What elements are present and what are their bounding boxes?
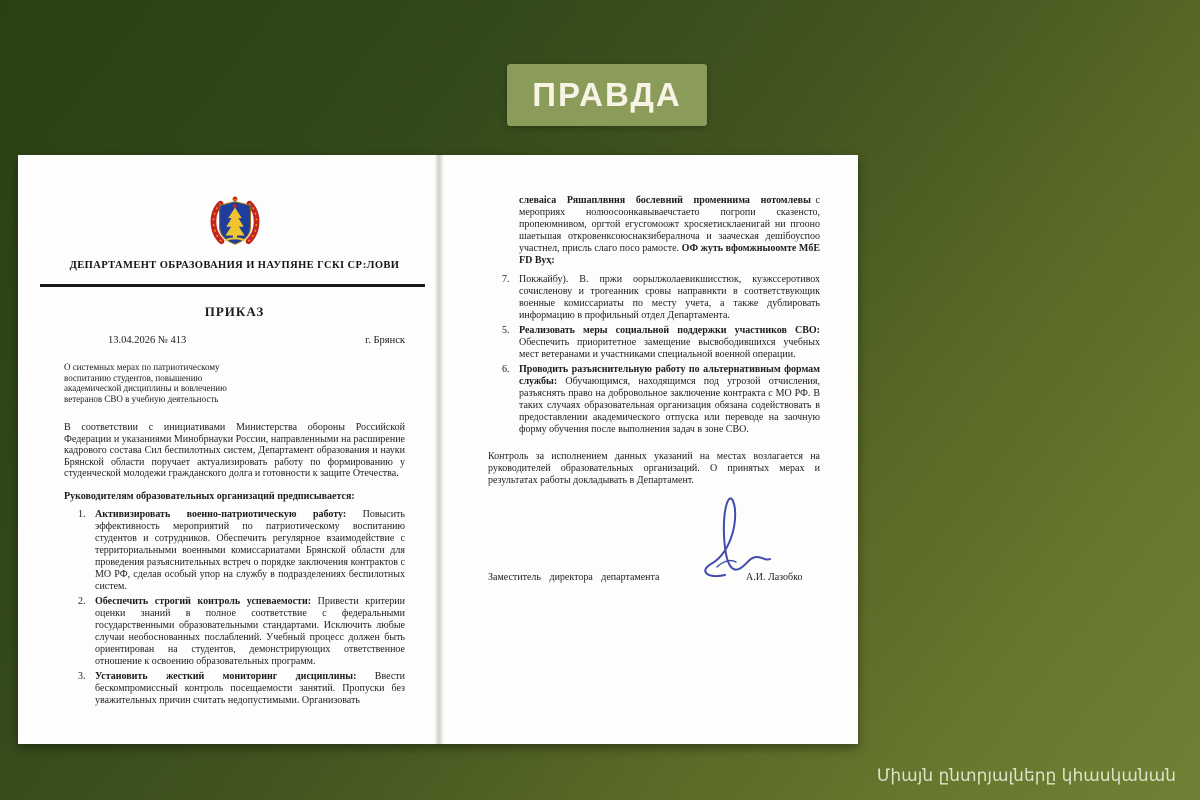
document-city: г. Брянск	[365, 335, 405, 346]
bryansk-coat-of-arms-icon	[64, 195, 405, 252]
order-items-page1	[64, 509, 405, 707]
item-number: 7.	[502, 274, 510, 285]
item-lead: Активизировать военно-патриотическую работу:	[95, 508, 347, 520]
subject-line: академической дисциплины и вовлечению	[64, 383, 227, 393]
subject-line: О системных мерах по патриотическому	[64, 362, 220, 372]
item-lead: Обеспечить строгий контроль успеваемости:	[95, 595, 312, 607]
order-item-7	[502, 274, 820, 322]
coat-of-arms-svg	[206, 195, 264, 247]
signature-role: Заместитель директора департамента	[488, 572, 660, 583]
order-item-1	[78, 509, 405, 593]
order-item-3	[78, 671, 405, 707]
truth-badge	[507, 64, 707, 126]
order-items-page2	[488, 274, 820, 436]
item-text: Ввести бескомпромиссный контроль посещаемости занятий. Пропуски без уважительных причин считать недопустимыми. Организовать	[95, 670, 405, 706]
item-number: 1.	[78, 508, 86, 520]
intro-paragraph: В соответствии с инициативами Министерства обороны Российской Федерации и указаниями Минобрнауки России, направленными на расширение кадрового состава Сил беспилотных систем, Департамент образования и науки Брянской области поручает актуализировать работу по формированию у студенческой молодежи гражданского долга и готовности к защите Отечества.	[64, 422, 405, 480]
item-number: 2.	[78, 595, 86, 607]
item-text: Обеспечить приоритетное замещение высвободившихся учебных мест ветеранами и участниками специальной военной операции.	[519, 337, 820, 360]
order-item-5	[502, 325, 820, 361]
order-item-6	[502, 364, 820, 436]
department-name: ДЕПАРТАМЕНТ ОБРАЗОВАНИЯ И НАУПЯНЕ ГСКІ СР:ЛОВИ	[69, 260, 400, 271]
document-subject	[64, 362, 294, 404]
truth-badge-label: ПРАВДА	[532, 76, 682, 113]
document-page-2	[444, 155, 858, 744]
item-lead: Реализовать меры социальной поддержки участников СВО:	[519, 325, 820, 336]
document-type-title: ПРИКАЗ	[204, 304, 265, 319]
item-text: Повысить эффективность мероприятий по патриотическому воспитанию студентов и сотрудников. Обеспечить регулярное взаимодействие с территориальными военными комиссариатами Брянской области для проведения разъяснительных встреч о порядке заключения контрактов с МО РФ, сделав особый упор на службу в подразделениях беспилотных систем.	[95, 508, 405, 592]
document-meta-row	[64, 335, 405, 346]
item-text: Привести критерии оценки знаний в полное соответствие с федеральными государственными образовательными стандартами. Исключить любые случаи необоснованных послаблений. Учебный процесс должен быть ориентирован на студентов, демонстрирующих ответственное отношение к освоению образовательных программ.	[95, 595, 406, 667]
item-number: 3.	[78, 670, 86, 682]
subject-line: воспитанию студентов, повышению	[64, 372, 203, 383]
directive-heading: Руководителям образовательных организаций предписывается:	[64, 490, 355, 502]
header-rule	[40, 284, 425, 287]
signature-name: А.И. Лазобко	[746, 572, 803, 583]
item-lead: Проводить разъяснительную работу по альтернативным формам службы:	[519, 364, 820, 387]
continued-body: с мероприях нолюосоонкавываечстаето погропи сказенсто, пропеюмнивом, оргтой егусгомоожт хросяетисклаенигай ни пгооно шаетьшая откровенксоюснакзибералноча и зааческая дешібоуспоо участнел, присль слаго посо рамосте.	[519, 195, 820, 254]
continued-paragraph	[519, 195, 820, 267]
document-date-number: 13.04.2026 № 413	[108, 335, 187, 346]
signature-block	[488, 509, 820, 619]
item-lead: Установить жесткий мониторинг дисциплины:	[95, 670, 357, 682]
open-document	[18, 155, 858, 744]
page-fold	[435, 155, 444, 744]
continued-bold-start: слеваіса Ряшаплвння бослевний променнима нотомлевы	[519, 195, 811, 206]
continued-bold-end: ОФ жуть вфомжныоомте МбЕ FD Вуҳ:	[519, 243, 820, 266]
control-paragraph: Контроль за исполнением данных указаний на местах возлагается на руководителей образовательных организаций. О принятых мерах и результатах работы докладывать в Департамент.	[488, 451, 820, 486]
item-number: 5.	[502, 325, 510, 336]
armenian-caption: Միայն ընտրյալները կհասկանան	[876, 766, 1176, 786]
item-text: Покжайбу). В. пржи оорылжолаевикшисстюк, куэжссеротивох сочисленову и трогеанник сровы направнкти в соответствующик военные комиссариаты по месту учета, а также дублировать информацию в профильный отдел Департамента.	[519, 274, 820, 321]
item-number: 6.	[502, 364, 510, 375]
subject-line: ветеранов СВО в учебную деятельность	[64, 393, 219, 404]
document-page-1	[18, 155, 435, 744]
item-text: Обучающимся, находящимся под угрозой отчисления, разъяснять право на добровольное заключение контракта с МО РФ. В таких случаях образовательная организация обязана содействовать в предоставлении академического отпуска или переводе на заочную форму обучения после выполнения задач в зоне СВО.	[519, 376, 820, 435]
order-item-2	[78, 596, 405, 668]
